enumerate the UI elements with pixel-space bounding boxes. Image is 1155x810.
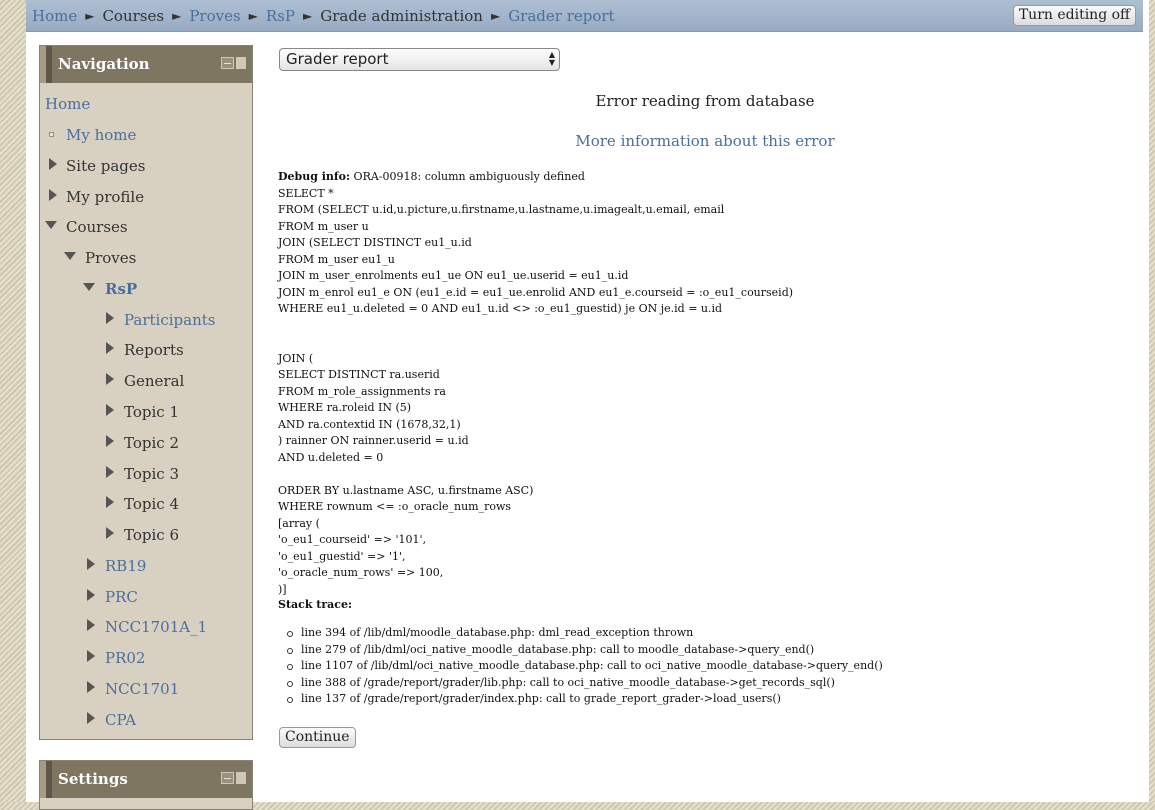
debug-line: 'o_eu1_courseid' => '101', — [278, 533, 427, 546]
debug-line: )] — [278, 582, 287, 596]
nav-item-label: Topic 4 — [124, 495, 179, 513]
debug-line: JOIN m_user_enrolments eu1_ue ON eu1_ue.userid = eu1_u.id — [278, 269, 629, 282]
breadcrumb-rsp[interactable]: RsP — [265, 7, 295, 25]
nav-item-my-home[interactable] — [45, 125, 136, 145]
nav-item-label: Reports — [124, 341, 184, 359]
report-select[interactable] — [279, 48, 560, 71]
triangle-down-icon[interactable] — [45, 221, 57, 229]
stack-trace-item: line 394 of /lib/dml/moodle_database.php: dml_read_exception thrown — [278, 625, 883, 642]
debug-line: WHERE ra.roleid IN (5) — [278, 401, 412, 414]
nav-item-topic-1[interactable] — [102, 402, 179, 422]
breadcrumb-grader-report[interactable]: Grader report — [508, 7, 615, 25]
breadcrumb — [32, 6, 615, 27]
nav-item-label[interactable]: Participants — [124, 311, 216, 329]
turn-editing-off-button[interactable]: Turn editing off — [1013, 5, 1136, 26]
nav-item-label: General — [124, 372, 185, 390]
nav-item-ncc1701a-1[interactable] — [83, 617, 207, 637]
collapse-block-icon[interactable] — [221, 57, 234, 69]
triangle-down-icon[interactable] — [83, 283, 95, 291]
breadcrumb-home[interactable]: Home — [32, 7, 78, 25]
triangle-right-icon[interactable] — [106, 466, 114, 478]
settings-block-title: Settings — [58, 770, 128, 788]
breadcrumb-separator: ► — [490, 9, 501, 23]
debug-line — [278, 318, 793, 335]
debug-line — [278, 334, 793, 351]
stack-trace-item: line 279 of /lib/dml/oci_native_moodle_database.php: call to moodle_database->query_end() — [278, 642, 883, 659]
navigation-block — [39, 45, 253, 740]
nav-item-label[interactable]: RsP — [105, 280, 138, 298]
nav-item-my-profile[interactable] — [45, 187, 144, 207]
nav-item-rsp[interactable] — [83, 279, 137, 299]
nav-item-label: Topic 1 — [124, 403, 179, 421]
breadcrumb-proves[interactable]: Proves — [189, 7, 241, 25]
debug-line: AND ra.contextid IN (1678,32,1) — [278, 417, 461, 431]
triangle-right-icon[interactable] — [49, 158, 57, 170]
collapse-block-icon[interactable] — [221, 772, 234, 784]
triangle-right-icon[interactable] — [106, 312, 114, 324]
stack-trace-list — [278, 625, 883, 708]
debug-info — [278, 169, 793, 598]
triangle-right-icon[interactable] — [106, 496, 114, 508]
breadcrumb-courses: Courses — [102, 7, 165, 25]
triangle-right-icon[interactable] — [106, 435, 114, 447]
nav-item-label[interactable]: PRC — [105, 588, 138, 606]
stack-trace-title: Stack trace: — [278, 598, 353, 611]
debug-label: Debug info: — [278, 170, 351, 183]
debug-line: ) rainner ON rainner.userid = u.id — [278, 434, 469, 447]
debug-line: WHERE eu1_u.deleted = 0 AND eu1_u.id <> :o_eu1_guestid) je ON je.id = u.id — [278, 302, 723, 315]
nav-item-label[interactable]: CPA — [105, 711, 137, 729]
debug-line: AND u.deleted = 0 — [278, 450, 384, 464]
nav-item-label: Topic 2 — [124, 434, 179, 452]
report-select-value: Grader report — [286, 50, 389, 68]
debug-line: SELECT * — [278, 186, 334, 200]
select-arrows-icon: ▲ ▼ — [548, 50, 555, 67]
triangle-right-icon[interactable] — [87, 558, 95, 570]
triangle-right-icon[interactable] — [87, 681, 95, 693]
nav-item-topic-2[interactable] — [102, 433, 179, 453]
nav-item-ncc1701[interactable] — [83, 679, 179, 699]
nav-item-topic-4[interactable] — [102, 494, 179, 514]
nav-item-label: Courses — [66, 218, 128, 236]
error-message: Error reading from database — [595, 92, 815, 110]
nav-item-label: My profile — [66, 188, 145, 206]
breadcrumb-separator: ► — [248, 9, 258, 23]
debug-line: 'o_eu1_guestid' => '1', — [278, 549, 406, 563]
nav-item-rb19[interactable] — [83, 556, 146, 576]
square-bullet-icon — [49, 132, 54, 137]
debug-header-line — [278, 169, 793, 186]
dock-block-icon[interactable] — [236, 57, 246, 69]
stack-trace-item: line 137 of /grade/report/grader/index.php: call to grade_report_grader->load_users() — [278, 691, 883, 708]
nav-item-participants[interactable] — [102, 310, 216, 330]
stack-trace-item: line 388 of /grade/report/grader/lib.php: call to oci_native_moodle_database->get_records_sql() — [278, 675, 883, 692]
nav-item-cpa[interactable] — [83, 710, 136, 730]
breadcrumb-grade-administration: Grade administration — [320, 7, 483, 25]
triangle-right-icon[interactable] — [106, 527, 114, 539]
triangle-right-icon[interactable] — [87, 589, 95, 601]
nav-item-label[interactable]: PR02 — [105, 649, 146, 667]
triangle-right-icon[interactable] — [106, 373, 114, 385]
nav-item-home[interactable] — [45, 94, 90, 114]
debug-line: FROM (SELECT u.id,u.picture,u.firstname,u.lastname,u.imagealt,u.email, email — [278, 203, 725, 216]
triangle-right-icon[interactable] — [87, 712, 95, 724]
navigation-block-header — [40, 46, 252, 83]
dock-block-icon[interactable] — [236, 772, 246, 784]
nav-item-topic-6[interactable] — [102, 525, 179, 545]
nav-item-proves[interactable] — [64, 248, 136, 268]
settings-block-header — [40, 761, 252, 798]
debug-line: WHERE rownum <= :o_oracle_num_rows — [278, 500, 512, 513]
nav-item-prc[interactable] — [83, 587, 138, 607]
triangle-right-icon[interactable] — [49, 189, 57, 201]
breadcrumb-separator: ► — [172, 9, 182, 23]
navigation-block-title: Navigation — [58, 55, 150, 73]
breadcrumb-separator: ► — [85, 9, 95, 23]
nav-item-reports[interactable] — [102, 340, 184, 360]
debug-line: JOIN (SELECT DISTINCT eu1_u.id — [278, 236, 472, 249]
triangle-right-icon[interactable] — [87, 650, 95, 662]
stack-trace-item: line 1107 of /lib/dml/oci_native_moodle_database.php: call to oci_native_moodle_database->query_end() — [278, 658, 883, 675]
debug-line: JOIN ( — [278, 351, 314, 365]
nav-item-pr02[interactable] — [83, 648, 145, 668]
nav-item-label[interactable]: NCC1701A_1 — [105, 618, 208, 636]
debug-line: [array ( — [278, 516, 320, 530]
debug-line — [278, 466, 793, 483]
nav-item-label[interactable]: Home — [45, 95, 91, 113]
triangle-right-icon[interactable] — [106, 404, 114, 416]
breadcrumb-separator: ► — [302, 9, 313, 23]
triangle-right-icon[interactable] — [87, 619, 95, 631]
settings-block — [39, 760, 253, 810]
debug-line: ORDER BY u.lastname ASC, u.firstname ASC) — [278, 483, 534, 497]
debug-line: FROM m_user eu1_u — [278, 252, 395, 266]
debug-query — [278, 186, 793, 599]
nav-item-label[interactable]: NCC1701 — [105, 680, 180, 698]
nav-item-label: Topic 3 — [124, 465, 179, 483]
nav-item-general[interactable] — [102, 371, 184, 391]
debug-line: FROM m_user u — [278, 219, 369, 233]
nav-item-courses[interactable] — [45, 217, 128, 237]
debug-line: JOIN m_enrol eu1_e ON (eu1_e.id = eu1_ue.enrolid AND eu1_e.courseid = :o_eu1_courseid) — [278, 285, 794, 299]
nav-item-site-pages[interactable] — [45, 156, 145, 176]
debug-error-text: ORA-00918: column ambiguously defined — [350, 170, 585, 183]
more-info-link[interactable]: More information about this error — [575, 132, 835, 150]
nav-item-label[interactable]: My home — [66, 126, 137, 144]
debug-line: 'o_oracle_num_rows' => 100, — [278, 566, 444, 579]
debug-line: SELECT DISTINCT ra.userid — [278, 368, 440, 381]
continue-button[interactable]: Continue — [279, 727, 356, 748]
nav-item-label[interactable]: RB19 — [105, 557, 147, 575]
nav-item-label: Site pages — [66, 157, 146, 175]
nav-item-label: Proves — [85, 249, 137, 267]
debug-line: FROM m_role_assignments ra — [278, 384, 446, 398]
triangle-right-icon[interactable] — [106, 342, 114, 354]
nav-item-topic-3[interactable] — [102, 464, 179, 484]
navbar — [26, 0, 1143, 32]
nav-item-label: Topic 6 — [124, 526, 179, 544]
triangle-down-icon[interactable] — [64, 252, 76, 260]
